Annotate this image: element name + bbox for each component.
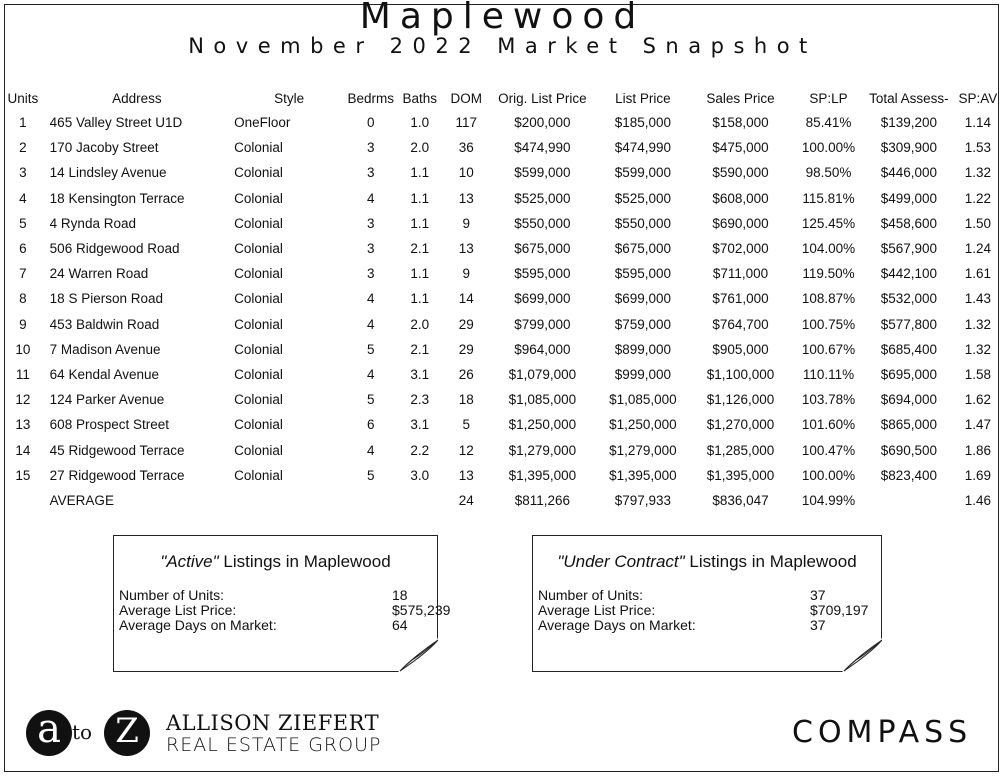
compass-logo: COMPASS	[792, 715, 973, 750]
table-row	[6, 362, 1005, 387]
cell-list-price: $474,990	[614, 140, 672, 156]
cell-address: 506 Ridgewood Road	[49, 241, 180, 257]
cell-address: 124 Parker Avenue	[49, 392, 165, 408]
col-header-units: Units	[7, 90, 39, 106]
cell-dom: 29	[458, 341, 474, 357]
cell-sp-av: 1.24	[964, 241, 991, 257]
page-curl-icon	[842, 638, 882, 672]
cell-dom: 36	[458, 140, 474, 156]
table-row	[6, 186, 1005, 211]
cell-list-price: $185,000	[614, 115, 672, 131]
cell-bedrooms: 4	[366, 291, 375, 307]
col-header-baths: Baths	[402, 90, 437, 106]
cell-style: Colonial	[234, 442, 283, 458]
cell-unit-number: 12	[15, 392, 31, 408]
cell-orig-list-price: $675,000	[514, 241, 571, 257]
table-row	[6, 286, 1005, 311]
cell-bedrooms: 6	[366, 417, 375, 433]
average-row	[6, 488, 1005, 513]
cell-sp-av: 1.58	[964, 366, 991, 382]
cell-style: Colonial	[234, 266, 283, 282]
cell-list-price: $759,000	[614, 316, 672, 332]
cell-unit-number: 1	[19, 115, 27, 131]
cell-total-assessment	[867, 488, 951, 513]
active-units-label: Number of Units:	[119, 587, 225, 603]
cell-sales-price: $764,700	[712, 316, 769, 332]
logo-z-letter: Z	[115, 711, 139, 751]
cell-orig-list-price: $799,000	[514, 316, 571, 332]
col-header-orig-list-price: Orig. List Price	[498, 90, 587, 106]
cell-baths: 3.1	[410, 417, 430, 433]
cell-unit-number: 4	[19, 190, 27, 206]
cell-bedrooms: 5	[366, 467, 375, 483]
cell-sales-price: $905,000	[712, 341, 769, 357]
cell-sp-av: 1.32	[964, 165, 991, 181]
logo-a-letter: a	[37, 706, 61, 752]
cell-sp-av: 1.69	[964, 467, 991, 483]
active-price-label: Average List Price:	[119, 602, 237, 618]
cell-list-price: $599,000	[614, 165, 672, 181]
cell-bedrooms: 5	[366, 341, 375, 357]
table-row	[6, 387, 1005, 412]
cell-baths	[397, 488, 442, 513]
cell-sp-av: 1.62	[964, 392, 991, 408]
cell-orig-list-price: $1,079,000	[508, 366, 577, 382]
cell-bedrooms: 3	[366, 165, 375, 181]
cell-sp-lp: 110.11%	[802, 366, 855, 382]
cell-address: 465 Valley Street U1D	[49, 115, 183, 131]
cell-total-assessment: $823,400	[880, 467, 938, 483]
cell-style: Colonial	[234, 140, 283, 156]
cell-total-assessment: $865,000	[880, 417, 938, 433]
cell-orig-list-price: $474,990	[514, 140, 571, 156]
cell-address: AVERAGE	[49, 492, 114, 508]
cell-orig-list-price: $1,395,000	[508, 467, 577, 483]
cell-sales-price: $475,000	[712, 140, 769, 156]
cell-style: Colonial	[234, 316, 283, 332]
cell-bedrooms: 5	[366, 392, 375, 408]
cell-orig-list-price: $1,250,000	[508, 417, 577, 433]
cell-sp-lp: 104.00%	[801, 241, 856, 257]
cell-sp-av: 1.46	[964, 492, 991, 508]
cell-dom: 13	[458, 467, 474, 483]
cell-bedrooms: 4	[366, 190, 375, 206]
col-header-sp-lp: SP:LP	[809, 90, 848, 106]
cell-sales-price: $690,000	[712, 215, 769, 231]
under-contract-units-value: 37	[810, 587, 826, 603]
cell-dom: 26	[458, 366, 474, 382]
cell-sp-lp: 119.50%	[802, 266, 855, 282]
cell-style: Colonial	[234, 165, 283, 181]
cell-sales-price: $711,000	[712, 266, 769, 282]
cell-address: 14 Lindsley Avenue	[49, 165, 167, 181]
cell-dom: 29	[458, 316, 474, 332]
table-header-row	[6, 86, 1005, 110]
cell-address: 7 Madison Avenue	[49, 341, 161, 357]
cell-orig-list-price: $550,000	[514, 215, 571, 231]
cell-sp-lp: 100.47%	[801, 442, 856, 458]
cell-total-assessment: $577,800	[880, 316, 938, 332]
cell-sp-av: 1.86	[964, 442, 991, 458]
active-price-value: $575,239	[392, 602, 451, 618]
cell-total-assessment: $567,900	[880, 241, 938, 257]
cell-total-assessment: $139,200	[880, 115, 938, 131]
active-listings-card	[113, 535, 451, 672]
cell-sales-price: $836,047	[712, 492, 769, 508]
cell-bedrooms: 3	[366, 266, 375, 282]
cell-address: 24 Warren Road	[49, 266, 149, 282]
cell-bedrooms: 4	[366, 366, 375, 382]
cell-baths: 1.1	[410, 291, 430, 307]
active-dom-label: Average Days on Market:	[119, 617, 277, 633]
cell-sales-price: $761,000	[712, 291, 769, 307]
cell-sp-lp: 100.67%	[801, 341, 856, 357]
cell-address: 4 Rynda Road	[49, 215, 136, 231]
table-row	[6, 160, 1005, 185]
cell-list-price: $675,000	[614, 241, 672, 257]
cell-list-price: $1,279,000	[609, 442, 677, 458]
cell-sales-price: $1,285,000	[706, 442, 775, 458]
cell-bedrooms: 4	[366, 442, 375, 458]
cell-baths: 2.0	[410, 316, 430, 332]
cell-bedrooms: 0	[366, 115, 375, 131]
cell-total-assessment: $690,500	[880, 442, 938, 458]
cell-address: 170 Jacoby Street	[49, 140, 159, 156]
cell-sp-lp: 98.50%	[805, 165, 852, 181]
active-listings-title: "Active" Listings in Maplewood	[160, 552, 391, 571]
cell-dom: 5	[462, 417, 470, 433]
under-contract-price-label: Average List Price:	[538, 602, 656, 618]
table-row	[6, 437, 1005, 462]
cell-baths: 1.1	[410, 165, 430, 181]
cell-sales-price: $158,000	[712, 115, 769, 131]
cell-address: 453 Baldwin Road	[49, 316, 160, 332]
cell-style: Colonial	[234, 241, 283, 257]
cell-sp-lp: 103.78%	[801, 392, 856, 408]
cell-total-assessment: $694,000	[880, 392, 938, 408]
cell-total-assessment: $442,100	[880, 266, 938, 282]
cell-sp-av: 1.47	[964, 417, 991, 433]
cell-baths: 2.2	[410, 442, 430, 458]
cell-baths: 1.0	[410, 115, 430, 131]
brand-name-line1: ALLISON ZIEFERT	[166, 711, 380, 735]
col-header-total-assessment: Total Assess-	[869, 90, 949, 106]
logo-to-text: to	[72, 720, 93, 744]
cell-baths: 2.1	[410, 341, 430, 357]
cell-total-assessment: $458,600	[880, 215, 938, 231]
cell-unit-number: 15	[15, 467, 31, 483]
col-header-dom: DOM	[450, 90, 482, 106]
cell-dom: 12	[458, 442, 474, 458]
cell-address: 608 Prospect Street	[49, 417, 169, 433]
cell-total-assessment: $446,000	[880, 165, 938, 181]
cell-dom: 117	[455, 115, 477, 131]
cell-unit-number: 3	[19, 165, 27, 181]
cell-list-price: $699,000	[614, 291, 672, 307]
under-contract-price-value: $709,197	[810, 602, 869, 618]
cell-baths: 1.1	[410, 190, 430, 206]
cell-dom: 13	[458, 241, 474, 257]
cell-sales-price: $608,000	[712, 190, 769, 206]
table-row	[6, 261, 1005, 286]
cell-sp-lp: 104.99%	[801, 492, 856, 508]
cell-list-price: $1,085,000	[609, 392, 677, 408]
table-row	[6, 135, 1005, 160]
cell-sp-av: 1.61	[964, 266, 991, 282]
page-subtitle: November 2022 Market Snapshot	[188, 34, 817, 58]
cell-list-price: $1,250,000	[609, 417, 677, 433]
cell-list-price: $595,000	[614, 266, 672, 282]
col-header-address: Address	[112, 90, 162, 106]
cell-baths: 2.1	[410, 241, 430, 257]
cell-sp-lp: 100.00%	[801, 140, 856, 156]
cell-sp-lp: 108.87%	[801, 291, 856, 307]
table-row	[6, 236, 1005, 261]
cell-address: 18 Kensington Terrace	[49, 190, 185, 206]
cell-unit-number: 2	[19, 140, 27, 156]
cell-bedrooms	[344, 488, 397, 513]
cell-address: 18 S Pierson Road	[49, 291, 163, 307]
cell-unit-number: 14	[15, 442, 31, 458]
cell-dom: 24	[458, 492, 474, 508]
cell-baths: 3.1	[410, 366, 430, 382]
cell-dom: 9	[462, 266, 470, 282]
cell-orig-list-price: $699,000	[514, 291, 571, 307]
cell-sp-lp: 101.60%	[801, 417, 856, 433]
cell-sp-av: 1.32	[964, 316, 991, 332]
cell-orig-list-price: $964,000	[514, 341, 571, 357]
cell-sp-lp: 125.45%	[801, 215, 856, 231]
cell-list-price: $1,395,000	[609, 467, 677, 483]
cell-list-price: $797,933	[614, 492, 672, 508]
under-contract-units-label: Number of Units:	[538, 587, 644, 603]
cell-style: Colonial	[234, 392, 283, 408]
cell-orig-list-price: $595,000	[514, 266, 571, 282]
cell-dom: 9	[462, 215, 470, 231]
cell-style: Colonial	[234, 291, 283, 307]
active-units-value: 18	[392, 587, 408, 603]
cell-bedrooms: 3	[366, 241, 375, 257]
cell-baths: 1.1	[410, 215, 430, 231]
cell-dom: 14	[458, 291, 474, 307]
cell-total-assessment: $532,000	[880, 291, 938, 307]
cell-sp-av: 1.53	[964, 140, 991, 156]
col-header-sales-price: Sales Price	[706, 90, 775, 106]
cell-bedrooms: 3	[366, 215, 375, 231]
cell-sp-lp: 85.41%	[805, 115, 852, 131]
cell-style: Colonial	[234, 417, 283, 433]
cell-style: OneFloor	[234, 115, 291, 131]
cell-unit-number: 9	[19, 316, 27, 332]
cell-sales-price: $1,126,000	[706, 392, 775, 408]
cell-dom: 18	[458, 392, 474, 408]
cell-sp-lp: 115.81%	[802, 190, 855, 206]
cell-address: 64 Kendal Avenue	[49, 366, 160, 382]
cell-sp-av: 1.14	[964, 115, 991, 131]
brand-name-line2: REAL ESTATE GROUP	[166, 734, 382, 756]
cell-sp-av: 1.22	[964, 190, 991, 206]
under-contract-listings-title: "Under Contract" Listings in Maplewood	[557, 552, 857, 571]
col-header-sp-av: SP:AV	[958, 90, 998, 106]
col-header-list-price: List Price	[615, 90, 671, 106]
cell-address: 45 Ridgewood Terrace	[49, 442, 185, 458]
page-title: Maplewood	[359, 0, 646, 37]
cell-sp-av: 1.43	[964, 291, 991, 307]
cell-orig-list-price: $200,000	[514, 115, 571, 131]
cell-unit-number	[6, 488, 40, 513]
active-dom-value: 64	[392, 617, 408, 633]
cell-sales-price: $590,000	[712, 165, 769, 181]
sales-table	[6, 86, 1005, 513]
cell-baths: 3.0	[410, 467, 430, 483]
cell-unit-number: 6	[19, 241, 27, 257]
cell-total-assessment: $695,000	[880, 366, 938, 382]
cell-dom: 13	[458, 190, 474, 206]
cell-sales-price: $702,000	[712, 241, 769, 257]
cell-sp-lp: 100.00%	[801, 467, 856, 483]
cell-bedrooms: 3	[366, 140, 375, 156]
page-curl-icon	[398, 638, 438, 672]
cell-sp-av: 1.50	[964, 215, 991, 231]
cell-list-price: $550,000	[614, 215, 672, 231]
cell-list-price: $999,000	[614, 366, 672, 382]
cell-orig-list-price: $599,000	[514, 165, 571, 181]
cell-style: Colonial	[234, 467, 283, 483]
cell-style: Colonial	[234, 190, 283, 206]
cell-sales-price: $1,395,000	[706, 467, 775, 483]
cell-unit-number: 7	[19, 266, 27, 282]
cell-baths: 1.1	[410, 266, 430, 282]
cell-sp-lp: 100.75%	[801, 316, 856, 332]
cell-orig-list-price: $811,266	[514, 492, 571, 508]
col-header-style: Style	[274, 90, 305, 106]
cell-list-price: $899,000	[614, 341, 672, 357]
cell-unit-number: 5	[19, 215, 27, 231]
cell-style: Colonial	[234, 341, 283, 357]
cell-dom: 10	[458, 165, 474, 181]
cell-style: Colonial	[234, 215, 283, 231]
cell-address: 27 Ridgewood Terrace	[49, 467, 185, 483]
table-row	[6, 312, 1005, 337]
under-contract-dom-label: Average Days on Market:	[538, 617, 696, 633]
cell-orig-list-price: $1,085,000	[508, 392, 577, 408]
cell-style: Colonial	[234, 366, 283, 382]
cell-baths: 2.0	[410, 140, 430, 156]
table-row	[6, 337, 1005, 362]
cell-orig-list-price: $1,279,000	[508, 442, 577, 458]
under-contract-listings-card	[532, 535, 882, 672]
cell-bedrooms: 4	[366, 316, 375, 332]
cell-unit-number: 10	[15, 341, 31, 357]
cell-total-assessment: $685,400	[880, 341, 938, 357]
cell-list-price: $525,000	[614, 190, 672, 206]
table-row	[6, 110, 1005, 135]
col-header-bedrooms: Bedrms	[347, 90, 394, 106]
cell-unit-number: 8	[19, 291, 27, 307]
cell-sales-price: $1,100,000	[706, 366, 775, 382]
under-contract-dom-value: 37	[810, 617, 826, 633]
table-row	[6, 463, 1005, 488]
cell-orig-list-price: $525,000	[514, 190, 571, 206]
cell-unit-number: 11	[15, 366, 30, 382]
cell-style	[234, 488, 344, 513]
cell-total-assessment: $499,000	[880, 190, 938, 206]
cell-baths: 2.3	[410, 392, 430, 408]
table-row	[6, 211, 1005, 236]
cell-sales-price: $1,270,000	[706, 417, 775, 433]
cell-total-assessment: $309,900	[880, 140, 938, 156]
cell-unit-number: 13	[15, 417, 31, 433]
cell-sp-av: 1.32	[964, 341, 991, 357]
table-row	[6, 412, 1005, 437]
